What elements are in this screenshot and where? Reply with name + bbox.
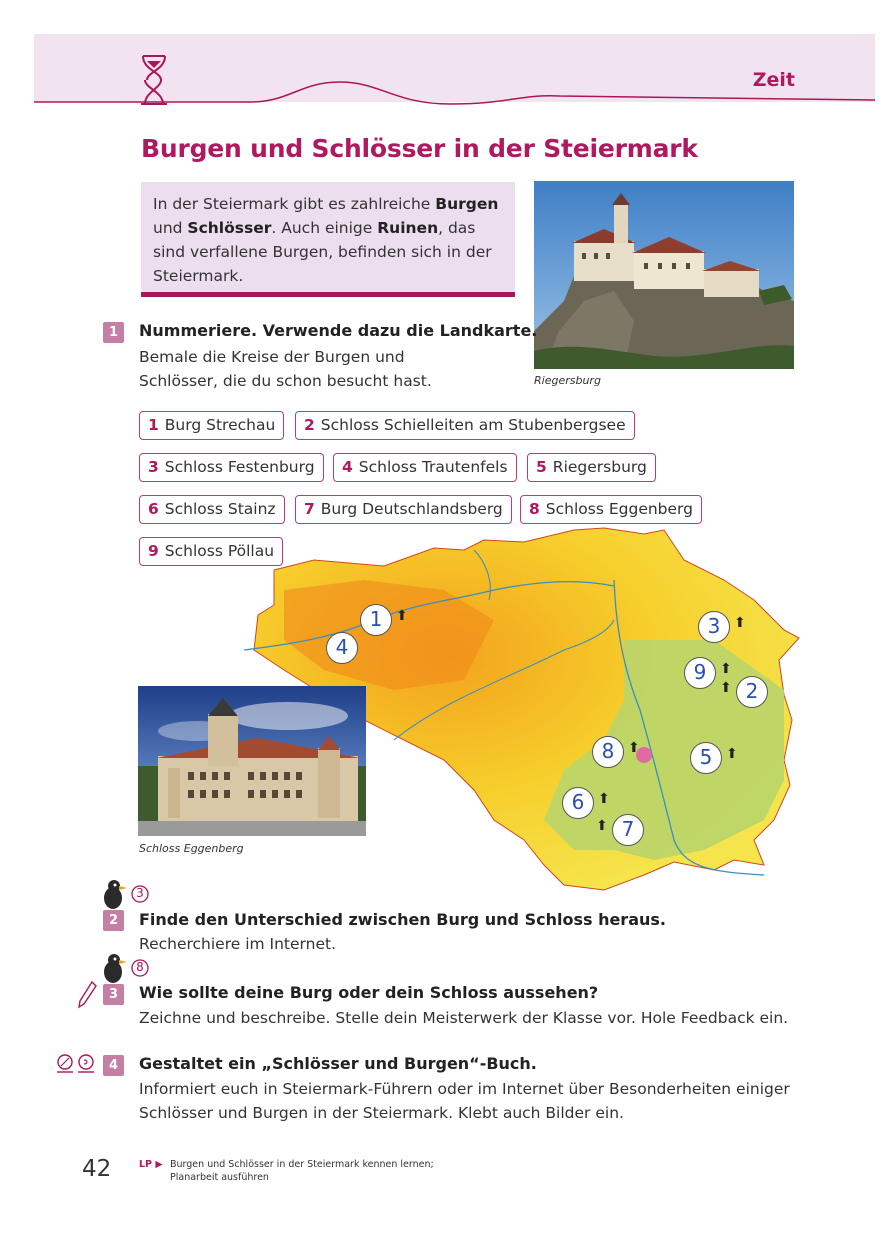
castle-arrow-icon: ⬆ (720, 680, 732, 696)
castle-chip (295, 495, 512, 524)
lp-note (170, 1158, 434, 1184)
castle-arrow-icon: ⬆ (720, 661, 732, 677)
intro-text: , das sind verfallene Burgen, befinden sich in der Steiermark. (153, 219, 492, 285)
map-marker: 9 (684, 657, 716, 689)
castle-name: Schloss Pöllau (164, 542, 275, 560)
castle-arrow-icon: ⬆ (396, 608, 408, 624)
task-3-line-1: Zeichne und beschreibe. Stelle dein Meisterwerk der Klasse vor. Hole Feedback ein. (139, 1009, 789, 1027)
castle-chip (527, 453, 656, 482)
partner-work-icon (55, 1052, 99, 1076)
intro-bold-ruinen: Ruinen (377, 219, 439, 237)
task-2-heading: Finde den Unterschied zwischen Burg und Schloss heraus. (139, 910, 666, 929)
task-1-line-2: Schlösser, die du schon besucht hast. (139, 372, 432, 390)
eggenberg-caption: Schloss Eggenberg (139, 842, 244, 855)
castle-chip (139, 411, 284, 440)
intro-text: In der Steiermark gibt es zahlreiche (153, 195, 436, 213)
map-marker: 8 (592, 736, 624, 768)
task-number-badge: 1 (103, 322, 124, 343)
map-marker: 3 (698, 611, 730, 643)
castle-chip (139, 495, 285, 524)
castle-name: Schloss Trautenfels (358, 458, 508, 476)
castle-arrow-icon: ⬆ (726, 746, 738, 762)
task-2-line-1: Recherchiere im Internet. (139, 935, 337, 953)
map-marker: 5 (690, 742, 722, 774)
level-number: 3 (136, 886, 144, 900)
eggenberg-photo (138, 686, 366, 836)
castle-number: 9 (148, 542, 159, 560)
riegersburg-photo (534, 181, 794, 369)
castle-arrow-icon: ⬆ (628, 740, 640, 756)
hourglass-icon (141, 56, 167, 104)
riegersburg-caption: Riegersburg (534, 374, 601, 387)
castle-chip (295, 411, 635, 440)
intro-bold-burgen: Burgen (435, 195, 499, 213)
pencil-icon (76, 980, 98, 1010)
castle-chip (139, 537, 283, 566)
castle-name: Schloss Schielleiten am Stubenbergsee (320, 416, 626, 434)
map-marker: 2 (736, 676, 768, 708)
intro-text: und (153, 219, 188, 237)
task-4-line-2: Schlösser und Burgen in der Steiermark. Klebt auch Bilder ein. (139, 1104, 624, 1122)
castle-number: 8 (529, 500, 540, 518)
task-4-line-1: Informiert euch in Steiermark-Führern oder im Internet über Besonderheiten einiger (139, 1080, 790, 1098)
intro-bold-schloesser: Schlösser (187, 219, 272, 237)
task-number-badge: 3 (103, 984, 124, 1005)
castle-number: 2 (304, 416, 315, 434)
task-number-badge: 2 (103, 910, 124, 931)
castle-arrow-icon: ⬆ (598, 791, 610, 807)
castle-arrow-icon: ⬆ (734, 615, 746, 631)
castle-number: 1 (148, 416, 159, 434)
castle-name: Schloss Festenburg (164, 458, 315, 476)
intro-box (141, 182, 515, 297)
lp-note-line: Burgen und Schlösser in der Steiermark kennen lernen; (170, 1159, 434, 1170)
castle-number: 6 (148, 500, 159, 518)
castle-name: Schloss Eggenberg (545, 500, 693, 518)
castle-name: Schloss Stainz (164, 500, 276, 518)
lp-note-line: Planarbeit ausführen (170, 1172, 269, 1183)
castle-number: 4 (342, 458, 353, 476)
castle-number: 7 (304, 500, 315, 518)
map-marker: 6 (562, 787, 594, 819)
task-3-heading: Wie sollte deine Burg oder dein Schloss aussehen? (139, 983, 599, 1002)
intro-text: . Auch einige (271, 219, 378, 237)
header-decoration (0, 0, 890, 120)
map-marker: 1 (360, 604, 392, 636)
task-number-badge: 4 (103, 1055, 124, 1076)
lp-label: LP ▶ (139, 1159, 163, 1170)
castle-name: Burg Strechau (164, 416, 276, 434)
castle-chip (139, 453, 324, 482)
castle-name: Riegersburg (552, 458, 647, 476)
task-1-heading: Nummeriere. Verwende dazu die Landkarte. (139, 321, 538, 340)
castle-arrow-icon: ⬆ (596, 818, 608, 834)
task-1-line-1: Bemale die Kreise der Burgen und (139, 348, 405, 366)
castle-chip (520, 495, 702, 524)
castle-chip (333, 453, 517, 482)
castle-number: 3 (148, 458, 159, 476)
section-label: Zeit (752, 69, 795, 91)
page-number: 42 (82, 1156, 112, 1182)
task-4-heading: Gestaltet ein „Schlösser und Burgen“-Buch. (139, 1054, 537, 1073)
castle-name: Burg Deutschlandsberg (320, 500, 503, 518)
map-marker: 4 (326, 632, 358, 664)
page-title: Burgen und Schlösser in der Steiermark (141, 134, 698, 163)
level-number: 8 (136, 960, 144, 974)
map-marker: 7 (612, 814, 644, 846)
castle-number: 5 (536, 458, 547, 476)
